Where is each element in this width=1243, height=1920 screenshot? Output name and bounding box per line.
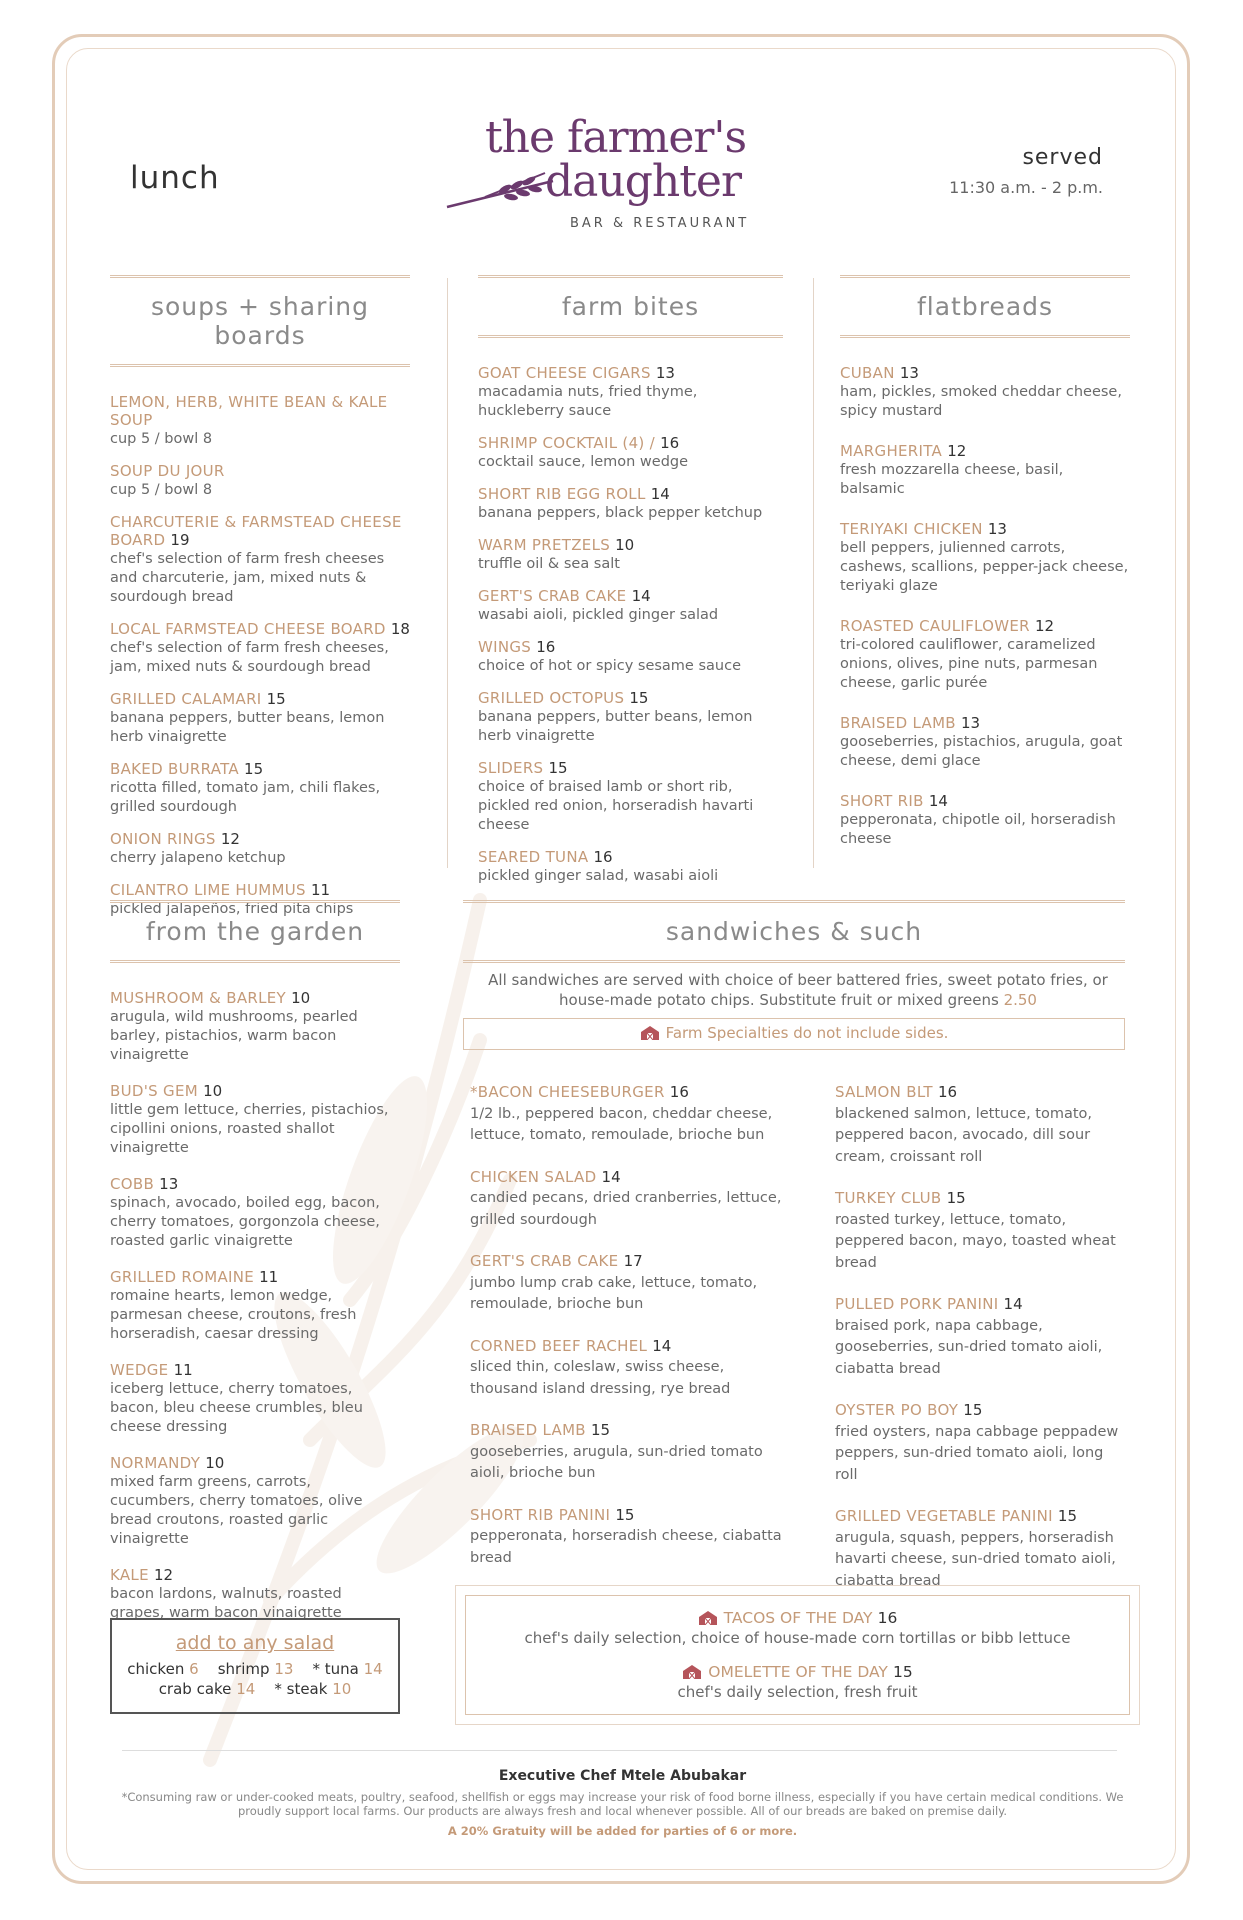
item-desc: roasted turkey, lettuce, tomato, peppered bacon, mayo, toasted wheat bread <box>835 1211 1116 1271</box>
menu-item <box>478 848 783 885</box>
barn-icon <box>682 1664 702 1679</box>
item-price: 15 <box>963 1401 983 1419</box>
addon-shrimp: shrimp <box>217 1660 270 1678</box>
menu-item <box>840 714 1130 770</box>
menu-item <box>110 620 410 676</box>
item-name: WEDGE <box>110 1361 169 1379</box>
item-desc: tri-colored cauliflower, caramelized onions, olives, pine nuts, parmesan cheese, garlic purée <box>840 637 1098 691</box>
item-name: NORMANDY <box>110 1454 201 1472</box>
item-name: MUSHROOM & BARLEY <box>110 989 287 1007</box>
item-price: 15 <box>548 759 568 777</box>
item-name: GRILLED ROMAINE <box>110 1268 255 1286</box>
soups-section <box>110 275 410 932</box>
menu-item <box>470 1420 790 1484</box>
menu-item <box>835 1082 1130 1167</box>
item-desc: choice of hot or spicy sesame sauce <box>478 658 741 674</box>
item-price: 13 <box>899 364 919 382</box>
addon-row <box>112 1660 398 1678</box>
item-price: 12 <box>1034 617 1055 635</box>
item-price: 15 <box>946 1189 966 1207</box>
sandwich-sides-note <box>478 970 1118 1010</box>
menu-item <box>478 759 783 834</box>
item-name: COBB <box>110 1175 155 1193</box>
flatbreads-list <box>840 364 1130 848</box>
menu-item <box>110 690 410 746</box>
item-name: SALMON BLT <box>835 1083 933 1101</box>
item-price: 13 <box>961 714 981 732</box>
addon-chicken: chicken <box>127 1660 185 1678</box>
item-desc: truffle oil & sea salt <box>478 556 620 572</box>
barn-icon <box>640 1025 660 1040</box>
menu-item <box>110 760 410 816</box>
item-desc: fresh mozzarella cheese, basil, balsamic <box>840 462 1064 497</box>
menu-item <box>110 1082 400 1157</box>
item-desc: choice of braised lamb or short rib, pickled red onion, horseradish havarti cheese <box>478 779 754 833</box>
item-desc: chef's selection of farm fresh cheeses and charcuterie, jam, mixed nuts & sourdough bread <box>110 551 385 605</box>
item-name: GERT'S CRAB CAKE <box>478 587 627 605</box>
menu-item <box>840 364 1130 420</box>
item-price: 15 <box>244 760 264 778</box>
item-price: 15 <box>591 1421 611 1439</box>
menu-item <box>478 364 783 420</box>
item-price: 16 <box>593 848 613 866</box>
item-price: 15 <box>266 690 286 708</box>
item-name: GOAT CHEESE CIGARS <box>478 364 651 382</box>
executive-chef: Executive Chef Mtele Abubakar <box>498 1768 747 1784</box>
item-desc: gooseberries, arugula, sun-dried tomato aioli, brioche bun <box>470 1443 763 1481</box>
item-name: SHRIMP COCKTAIL (4) / <box>478 434 656 452</box>
item-price: 16 <box>938 1083 958 1101</box>
item-name: BRAISED LAMB <box>840 714 956 732</box>
garden-list <box>110 989 400 1622</box>
addon-steak-price: 10 <box>332 1680 352 1698</box>
menu-item <box>478 434 783 471</box>
item-price: 11 <box>310 881 331 899</box>
item-price: 12 <box>153 1566 174 1584</box>
item-desc: chef's selection of farm fresh cheeses, jam, mixed nuts & sourdough bread <box>110 640 389 675</box>
item-name: LOCAL FARMSTEAD CHEESE BOARD <box>110 620 386 638</box>
item-name: SHORT RIB EGG ROLL <box>478 485 646 503</box>
item-desc: cup 5 / bowl 8 <box>110 482 213 498</box>
item-name: SHORT RIB PANINI <box>470 1505 611 1524</box>
special-price: 16 <box>877 1609 898 1627</box>
special-desc: chef's daily selection, fresh fruit <box>677 1683 918 1701</box>
item-name: LEMON, HERB, WHITE BEAN & KALE SOUP <box>110 393 388 429</box>
item-name: TURKEY CLUB <box>835 1189 942 1207</box>
item-desc: bell peppers, julienned carrots, cashews, scallions, pepper-jack cheese, teriyaki glaze <box>840 540 1129 594</box>
sandwiches-section <box>463 900 1125 963</box>
item-desc: mixed farm greens, carrots, cucumbers, cherry tomatoes, olive bread croutons, roasted garlic vinaigrette <box>110 1474 363 1547</box>
logo-subtitle: BAR & RESTAURANT <box>570 216 750 231</box>
item-desc: pepperonata, chipotle oil, horseradish cheese <box>840 812 1116 847</box>
menu-item <box>110 513 410 606</box>
menu-item <box>110 830 410 867</box>
special-desc: chef's daily selection, choice of house-made corn tortillas or bibb lettuce <box>524 1629 1071 1647</box>
footer-divider <box>122 1750 1117 1751</box>
menu-item <box>470 1505 790 1569</box>
menu-item <box>470 1167 790 1231</box>
item-price: 10 <box>205 1454 225 1472</box>
menu-item <box>840 520 1130 595</box>
item-price: 14 <box>652 1336 672 1355</box>
item-name: SHORT RIB <box>840 792 924 810</box>
farm-note-text: Farm Specialties do not include sides. <box>665 1024 949 1042</box>
menu-item <box>110 989 400 1064</box>
specials-box <box>465 1595 1130 1715</box>
sandwiches-left-list <box>470 1082 790 1582</box>
flatbreads-section <box>840 275 1130 862</box>
menu-label: lunch <box>130 160 220 196</box>
item-price: 10 <box>203 1082 223 1100</box>
item-desc: arugula, squash, peppers, horseradish havarti cheese, sun-dried tomato aioli, ciabatta bread <box>835 1529 1116 1589</box>
item-desc: gooseberries, pistachios, arugula, goat cheese, demi glace <box>840 734 1123 769</box>
special-item <box>466 1608 1129 1648</box>
item-price: 14 <box>631 587 651 605</box>
special-price: 15 <box>892 1663 913 1681</box>
item-name: GRILLED VEGETABLE PANINI <box>835 1507 1053 1525</box>
menu-item <box>478 536 783 573</box>
item-name: MARGHERITA <box>840 442 943 460</box>
item-desc: braised pork, napa cabbage, gooseberries, sun-dried tomato aioli, ciabatta bread <box>835 1317 1103 1377</box>
menu-item <box>470 1082 790 1146</box>
item-price: 16 <box>660 434 680 452</box>
column-divider <box>447 278 448 868</box>
item-price: 12 <box>947 442 967 460</box>
item-name: SEARED TUNA <box>478 848 589 866</box>
special-item <box>466 1662 1129 1702</box>
soups-list <box>110 393 410 918</box>
item-desc: pickled jalapeños, fried pita chips <box>110 901 354 917</box>
item-desc: banana peppers, black pepper ketchup <box>478 505 763 521</box>
item-desc: jumbo lump crab cake, lettuce, tomato, remoulade, brioche bun <box>470 1274 758 1312</box>
addon-title: add to any salad <box>175 1632 335 1654</box>
item-desc: fried oysters, napa cabbage peppadew peppers, sun-dried tomato aioli, long roll <box>835 1423 1119 1483</box>
item-desc: pepperonata, horseradish cheese, ciabatta bread <box>470 1528 782 1566</box>
section-title: farm bites <box>478 275 783 338</box>
item-desc: romaine hearts, lemon wedge, parmesan cheese, croutons, fresh horseradish, caesar dressing <box>110 1288 357 1342</box>
menu-item <box>840 442 1130 498</box>
logo-line-2: daughter <box>545 156 741 207</box>
item-desc: bacon lardons, walnuts, roasted grapes, warm bacon vinaigrette <box>110 1586 342 1621</box>
item-desc: banana peppers, butter beans, lemon herb vinaigrette <box>478 709 753 744</box>
item-price: 15 <box>629 689 649 707</box>
item-name: BAKED BURRATA <box>110 760 239 778</box>
addon-chicken-price: 6 <box>189 1660 199 1678</box>
item-desc: cherry jalapeno ketchup <box>110 850 286 866</box>
item-price: 13 <box>987 520 1007 538</box>
item-name: BRAISED LAMB <box>470 1421 586 1439</box>
item-name: CORNED BEEF RACHEL <box>470 1336 648 1355</box>
item-price: 11 <box>173 1361 193 1379</box>
item-name: CUBAN <box>840 364 895 382</box>
item-desc: iceberg lettuce, cherry tomatoes, bacon, bleu cheese crumbles, bleu cheese dressing <box>110 1381 363 1435</box>
menu-item <box>478 689 783 745</box>
menu-item <box>110 1175 400 1250</box>
item-desc: pickled ginger salad, wasabi aioli <box>478 868 719 884</box>
served-time: 11:30 a.m. - 2 p.m. <box>949 178 1103 197</box>
item-name: CHICKEN SALAD <box>470 1167 597 1186</box>
item-price: 16 <box>536 638 556 656</box>
sandwiches-right-list <box>835 1082 1130 1605</box>
sides-note-text: All sandwiches are served with choice of beer battered fries, sweet potato fries, or house-made potato chips. Substitute fruit or mixed greens <box>488 971 1108 1009</box>
addon-steak: * steak <box>274 1680 328 1698</box>
item-desc: candied pecans, dried cranberries, lettuce, grilled sourdough <box>470 1190 782 1228</box>
menu-item <box>470 1251 790 1315</box>
addon-crab: crab cake <box>158 1680 232 1698</box>
item-price: 13 <box>655 364 675 382</box>
menu-item <box>835 1506 1130 1591</box>
served-hours <box>949 145 1103 197</box>
item-name: ROASTED CAULIFLOWER <box>840 617 1030 635</box>
menu-item <box>835 1400 1130 1485</box>
item-desc: banana peppers, butter beans, lemon herb vinaigrette <box>110 710 385 745</box>
item-name: GERT'S CRAB CAKE <box>470 1252 619 1270</box>
menu-item <box>110 1361 400 1436</box>
bites-section <box>478 275 783 899</box>
item-desc: macadamia nuts, fried thyme, huckleberry sauce <box>478 384 698 419</box>
special-name: TACOS OF THE DAY <box>723 1609 873 1627</box>
item-price: 17 <box>623 1252 643 1270</box>
menu-item <box>110 462 410 499</box>
menu-item <box>110 1454 400 1548</box>
item-price: 15 <box>615 1505 635 1524</box>
menu-item <box>470 1336 790 1400</box>
item-name: *BACON CHEESEBURGER <box>470 1083 665 1101</box>
section-title: sandwiches & such <box>463 900 1125 963</box>
served-label: served <box>1022 145 1103 170</box>
item-price: 12 <box>220 830 240 848</box>
section-title: soups + sharing boards <box>110 275 410 367</box>
item-price: 13 <box>159 1175 179 1193</box>
menu-item <box>840 792 1130 848</box>
item-name: CILANTRO LIME HUMMUS <box>110 881 306 899</box>
menu-item <box>835 1188 1130 1273</box>
food-safety-disclaimer: *Consuming raw or under-cooked meats, poultry, seafood, shellfish or eggs may increase your risk of food borne illness, especially if you have certain medical conditions. We proudly support local farms. Our products are always fresh and local whenever possible. All of our breads are baked on premise daily. <box>121 1790 1124 1818</box>
section-title: flatbreads <box>840 275 1130 338</box>
item-price: 14 <box>650 485 670 503</box>
addon-crab-price: 14 <box>236 1680 256 1698</box>
farm-specialties-note <box>463 1018 1125 1050</box>
menu-item <box>478 587 783 624</box>
item-price: 10 <box>615 536 635 554</box>
item-price: 14 <box>601 1167 621 1186</box>
wheat-icon <box>445 167 555 217</box>
item-desc: ham, pickles, smoked cheddar cheese, spicy mustard <box>840 384 1122 419</box>
item-name: SLIDERS <box>478 759 544 777</box>
salad-addons-box <box>110 1618 400 1714</box>
item-price: 11 <box>259 1268 279 1286</box>
section-title: from the garden <box>110 900 400 963</box>
gratuity-note: A 20% Gratuity will be added for parties of 6 or more. <box>447 1824 798 1838</box>
item-name: TERIYAKI CHICKEN <box>840 520 983 538</box>
item-name: ONION RINGS <box>110 830 216 848</box>
item-name: GRILLED CALAMARI <box>110 690 262 708</box>
logo-line-1: the farmer's <box>485 112 747 163</box>
item-desc: 1/2 lb., peppered bacon, cheddar cheese, lettuce, tomato, remoulade, brioche bun <box>470 1105 773 1143</box>
item-name: GRILLED OCTOPUS <box>478 689 625 707</box>
addon-row <box>112 1680 398 1698</box>
item-desc: blackened salmon, lettuce, tomato, peppered bacon, avocado, dill sour cream, croissant roll <box>835 1105 1093 1165</box>
item-name: PULLED PORK PANINI <box>835 1295 999 1313</box>
menu-item <box>835 1294 1130 1379</box>
item-desc: cocktail sauce, lemon wedge <box>478 454 689 470</box>
item-name: KALE <box>110 1566 149 1584</box>
menu-item <box>478 485 783 522</box>
item-price: 16 <box>669 1083 689 1101</box>
item-desc: little gem lettuce, cherries, pistachios, cipollini onions, roasted shallot vinaigrette <box>110 1102 389 1156</box>
addon-shrimp-price: 13 <box>274 1660 294 1678</box>
menu-item <box>110 1268 400 1343</box>
menu-item <box>478 638 783 675</box>
garden-section <box>110 900 400 1636</box>
item-name: BUD'S GEM <box>110 1082 198 1100</box>
item-desc: cup 5 / bowl 8 <box>110 431 213 447</box>
addon-tuna-price: 14 <box>363 1660 383 1678</box>
item-price: 15 <box>1057 1507 1077 1525</box>
item-price: 18 <box>390 620 410 638</box>
addon-tuna: * tuna <box>312 1660 359 1678</box>
footer <box>110 1768 1135 1838</box>
restaurant-logo <box>445 112 765 242</box>
item-desc: wasabi aioli, pickled ginger salad <box>478 607 719 623</box>
menu-item <box>110 393 410 448</box>
item-name: WARM PRETZELS <box>478 536 611 554</box>
item-name: WINGS <box>478 638 532 656</box>
item-price: 10 <box>291 989 311 1007</box>
item-desc: ricotta filled, tomato jam, chili flakes, grilled sourdough <box>110 780 381 815</box>
item-price: 19 <box>170 531 190 549</box>
item-name: SOUP DU JOUR <box>110 462 225 480</box>
item-desc: arugula, wild mushrooms, pearled barley, pistachios, warm bacon vinaigrette <box>110 1009 358 1063</box>
column-divider <box>813 278 814 868</box>
menu-item <box>840 617 1130 692</box>
barn-icon <box>698 1610 718 1625</box>
item-price: 14 <box>1003 1295 1023 1313</box>
item-name: CHARCUTERIE & FARMSTEAD CHEESE BOARD <box>110 513 402 549</box>
item-name: OYSTER PO BOY <box>835 1401 959 1419</box>
menu-item <box>110 1566 400 1622</box>
sides-note-price: 2.50 <box>1003 991 1037 1009</box>
item-price: 14 <box>928 792 948 810</box>
item-desc: spinach, avocado, boiled egg, bacon, cherry tomatoes, gorgonzola cheese, roasted garlic vinaigrette <box>110 1195 380 1249</box>
item-desc: sliced thin, coleslaw, swiss cheese, thousand island dressing, rye bread <box>470 1359 731 1397</box>
bites-list <box>478 364 783 885</box>
special-name: OMELETTE OF THE DAY <box>708 1663 888 1681</box>
